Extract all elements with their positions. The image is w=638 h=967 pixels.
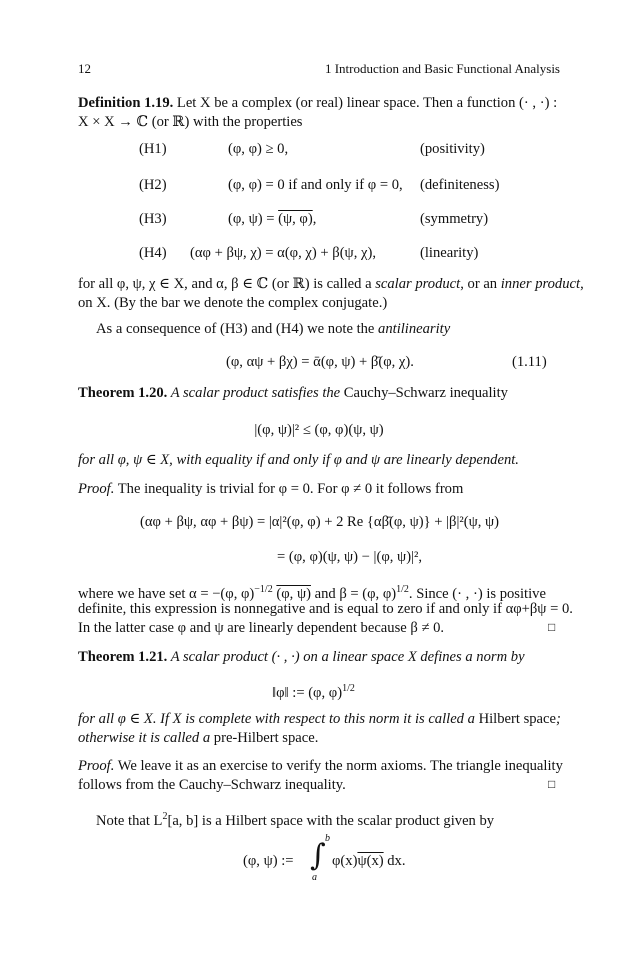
- property-formula-h4: (αφ + βψ, χ) = α(φ, χ) + β(ψ, χ),: [190, 245, 376, 261]
- proof-equation-a: (αφ + βψ, αφ + βψ) = |α|²(φ, φ) + 2 Re {αβ̄(φ, ψ)} + |β|²(ψ, ψ): [140, 514, 500, 530]
- proof-1-21-line-1: Proof. We leave it as an exercise to verify the norm axioms. The triangle inequality: [78, 758, 563, 774]
- hilbert-space-note: Note that $L^2[a$, b] is a Hilbert space with the scalar product given by: [96, 811, 495, 829]
- integrand: φ(x)ψ(x) dx.: [332, 853, 406, 869]
- theorem-label: Theorem 1.20.: [78, 385, 168, 401]
- proof-1-20-line-1: Proof. The inequality is trivial for φ = 0. For φ ≠ 0 it follows from: [78, 481, 464, 497]
- definition-line-1: Definition 1.19. Let X be a complex (or real) linear space. Then a function (· , ·) :: [78, 95, 558, 111]
- theorem-1-21-line-2: otherwise it is called a pre-Hilbert space.: [78, 730, 319, 746]
- equation-1-11: (φ, αψ + βχ) = ᾱ(φ, ψ) + β̄(φ, χ).: [226, 354, 414, 370]
- theorem-1-21-line-1: for all φ ∈ X. If X is complete with respect to this norm it is called a Hilbert space;: [78, 711, 561, 727]
- theorem-1-21-statement: Theorem 1.21. A scalar product (· , ·) on a linear space X defines a norm by: [78, 649, 525, 665]
- property-formula-h2: (φ, φ) = 0 if and only if φ = 0,: [228, 177, 403, 193]
- integral-upper-limit: b: [325, 833, 330, 844]
- norm-definition: ‖φ‖ := (φ, φ)$^{1/2}$: [272, 683, 355, 701]
- theorem-1-20-after: for all φ, ψ ∈ X, with equality if and only if φ and ψ are linearly dependent.: [78, 452, 519, 468]
- cauchy-schwarz-inequality: |(φ, ψ)|² ≤ (φ, φ)(ψ, ψ): [254, 422, 384, 438]
- theorem-1-20-statement: Theorem 1.20. A scalar product satisfies the Cauchy–Schwarz inequality: [78, 385, 508, 401]
- antilinearity-intro: As a consequence of (H3) and (H4) we note the antilinearity: [96, 321, 451, 337]
- proof-1-21-line-2: follows from the Cauchy–Schwarz inequality.: [78, 777, 346, 793]
- definition-label: Definition 1.19.: [78, 95, 174, 111]
- proof-1-20-where: where we have set α = −(φ, φ)$^{-1/2}$ (φ, ψ) and β = (φ, φ)$^{1/2}$. Since (· , ·) is positive: [78, 584, 546, 602]
- definition-after-line-2: on X. (By the bar we denote the complex conjugate.): [78, 295, 388, 311]
- equation-number-1-11: (1.11): [512, 354, 547, 370]
- theorem-label: Theorem 1.21.: [78, 649, 168, 665]
- definition-line-2: X × X → ℂ (or ℝ) with the properties: [78, 114, 303, 130]
- proof-1-20-line-2: definite, this expression is nonnegative and is equal to zero if and only if αφ+βψ = 0.: [78, 601, 573, 617]
- proof-label: Proof.: [78, 758, 115, 774]
- property-formula-h1: (φ, φ) ≥ 0,: [228, 141, 289, 157]
- property-tag-h4: (H4): [139, 245, 167, 261]
- proof-label: Proof.: [78, 481, 115, 497]
- page-number: 12: [78, 61, 91, 76]
- property-name-h2: (definiteness): [420, 177, 500, 193]
- integral-sign: ∫: [310, 838, 326, 873]
- qed-symbol: □: [548, 777, 556, 791]
- definition-after-line-1: for all φ, ψ, χ ∈ X, and α, β ∈ ℂ (or ℝ) is called a scalar product, or an inner product,: [78, 276, 584, 292]
- property-name-h4: (linearity): [420, 245, 479, 261]
- property-name-h3: (symmetry): [420, 211, 489, 227]
- running-title: 1 Introduction and Basic Functional Analysis: [324, 61, 560, 76]
- property-tag-h2: (H2): [139, 177, 167, 193]
- book-page: 12 1 Introduction and Basic Functional Analysis Definition 1.19. Let X be a complex (or real) linear space. Then a function (· , ·) : X × X → ℂ (or ℝ) with the properties (H1) (φ, φ) ≥ 0, (positivity) (H2) (φ, φ) = 0 if and only if φ = 0, (definiteness) (H3) (φ, ψ) = (ψ, φ), (symmetry) (H4) (αφ + βψ, χ) = α(φ, χ) + β(ψ, χ), (linearity) for all φ, ψ, χ ∈ X, and α, β ∈ ℂ (or ℝ) is called a scalar product, or an inner product, on X. (By the bar we denote the complex conjugate.) As a consequence of (H3) and (H4) we note the antilinearity (φ, αψ + βχ) = ᾱ(φ, ψ) + β̄(φ, χ). (1.11) Theorem 1.20. A scalar product satisfies the Cauchy–Schwarz inequality |(φ, ψ)|² ≤ (φ, φ)(ψ, ψ) for all φ, ψ ∈ X, with equality if and only if φ and ψ are linearly dependent. Proof. The inequality is trivial for φ = 0. For φ ≠ 0 it follows from (αφ + βψ, αφ + βψ) = |α|²(φ, φ) + 2 Re {αβ̄(φ, ψ)} + |β|²(ψ, ψ) = (φ, φ)(ψ, ψ) − |(φ, ψ)|², where we have set α = −(φ, φ)$^{-1/2}$ (φ, ψ) and β = (φ, φ)$^{1/2}$. Since (· , ·) is positive definite, this expression is nonnegative and is equal to zero if and only if αφ+βψ = 0. In the latter case φ and ψ are linearly dependent because β ≠ 0. □ Theorem 1.21. A scalar product (· , ·) on a linear space X defines a norm by ‖φ‖ := (φ, φ)$^{1/2}$ for all φ ∈ X. If X is complete with respect to this norm it is called a Hilbert space; otherwise it is called a pre-Hilbert space. Proof. We leave it as an exercise to verify the norm axioms. The triangle inequality follows from the Cauchy–Schwarz inequality. □ Note that $L^2[a$, b] is a Hilbert space with the scalar product given by (φ, ψ) := ∫ b a φ(x)ψ(x) dx.: [0, 0, 638, 967]
- property-name-h1: (positivity): [420, 141, 485, 157]
- property-tag-h3: (H3): [139, 211, 167, 227]
- integral-lower-limit: a: [312, 872, 317, 883]
- proof-equation-b: = (φ, φ)(ψ, ψ) − |(φ, ψ)|²,: [277, 549, 422, 565]
- property-tag-h1: (H1): [139, 141, 167, 157]
- proof-1-20-line-3: In the latter case φ and ψ are linearly dependent because β ≠ 0.: [78, 620, 445, 636]
- property-formula-h3: (φ, ψ) = (ψ, φ),: [228, 211, 317, 227]
- qed-symbol: □: [548, 620, 556, 634]
